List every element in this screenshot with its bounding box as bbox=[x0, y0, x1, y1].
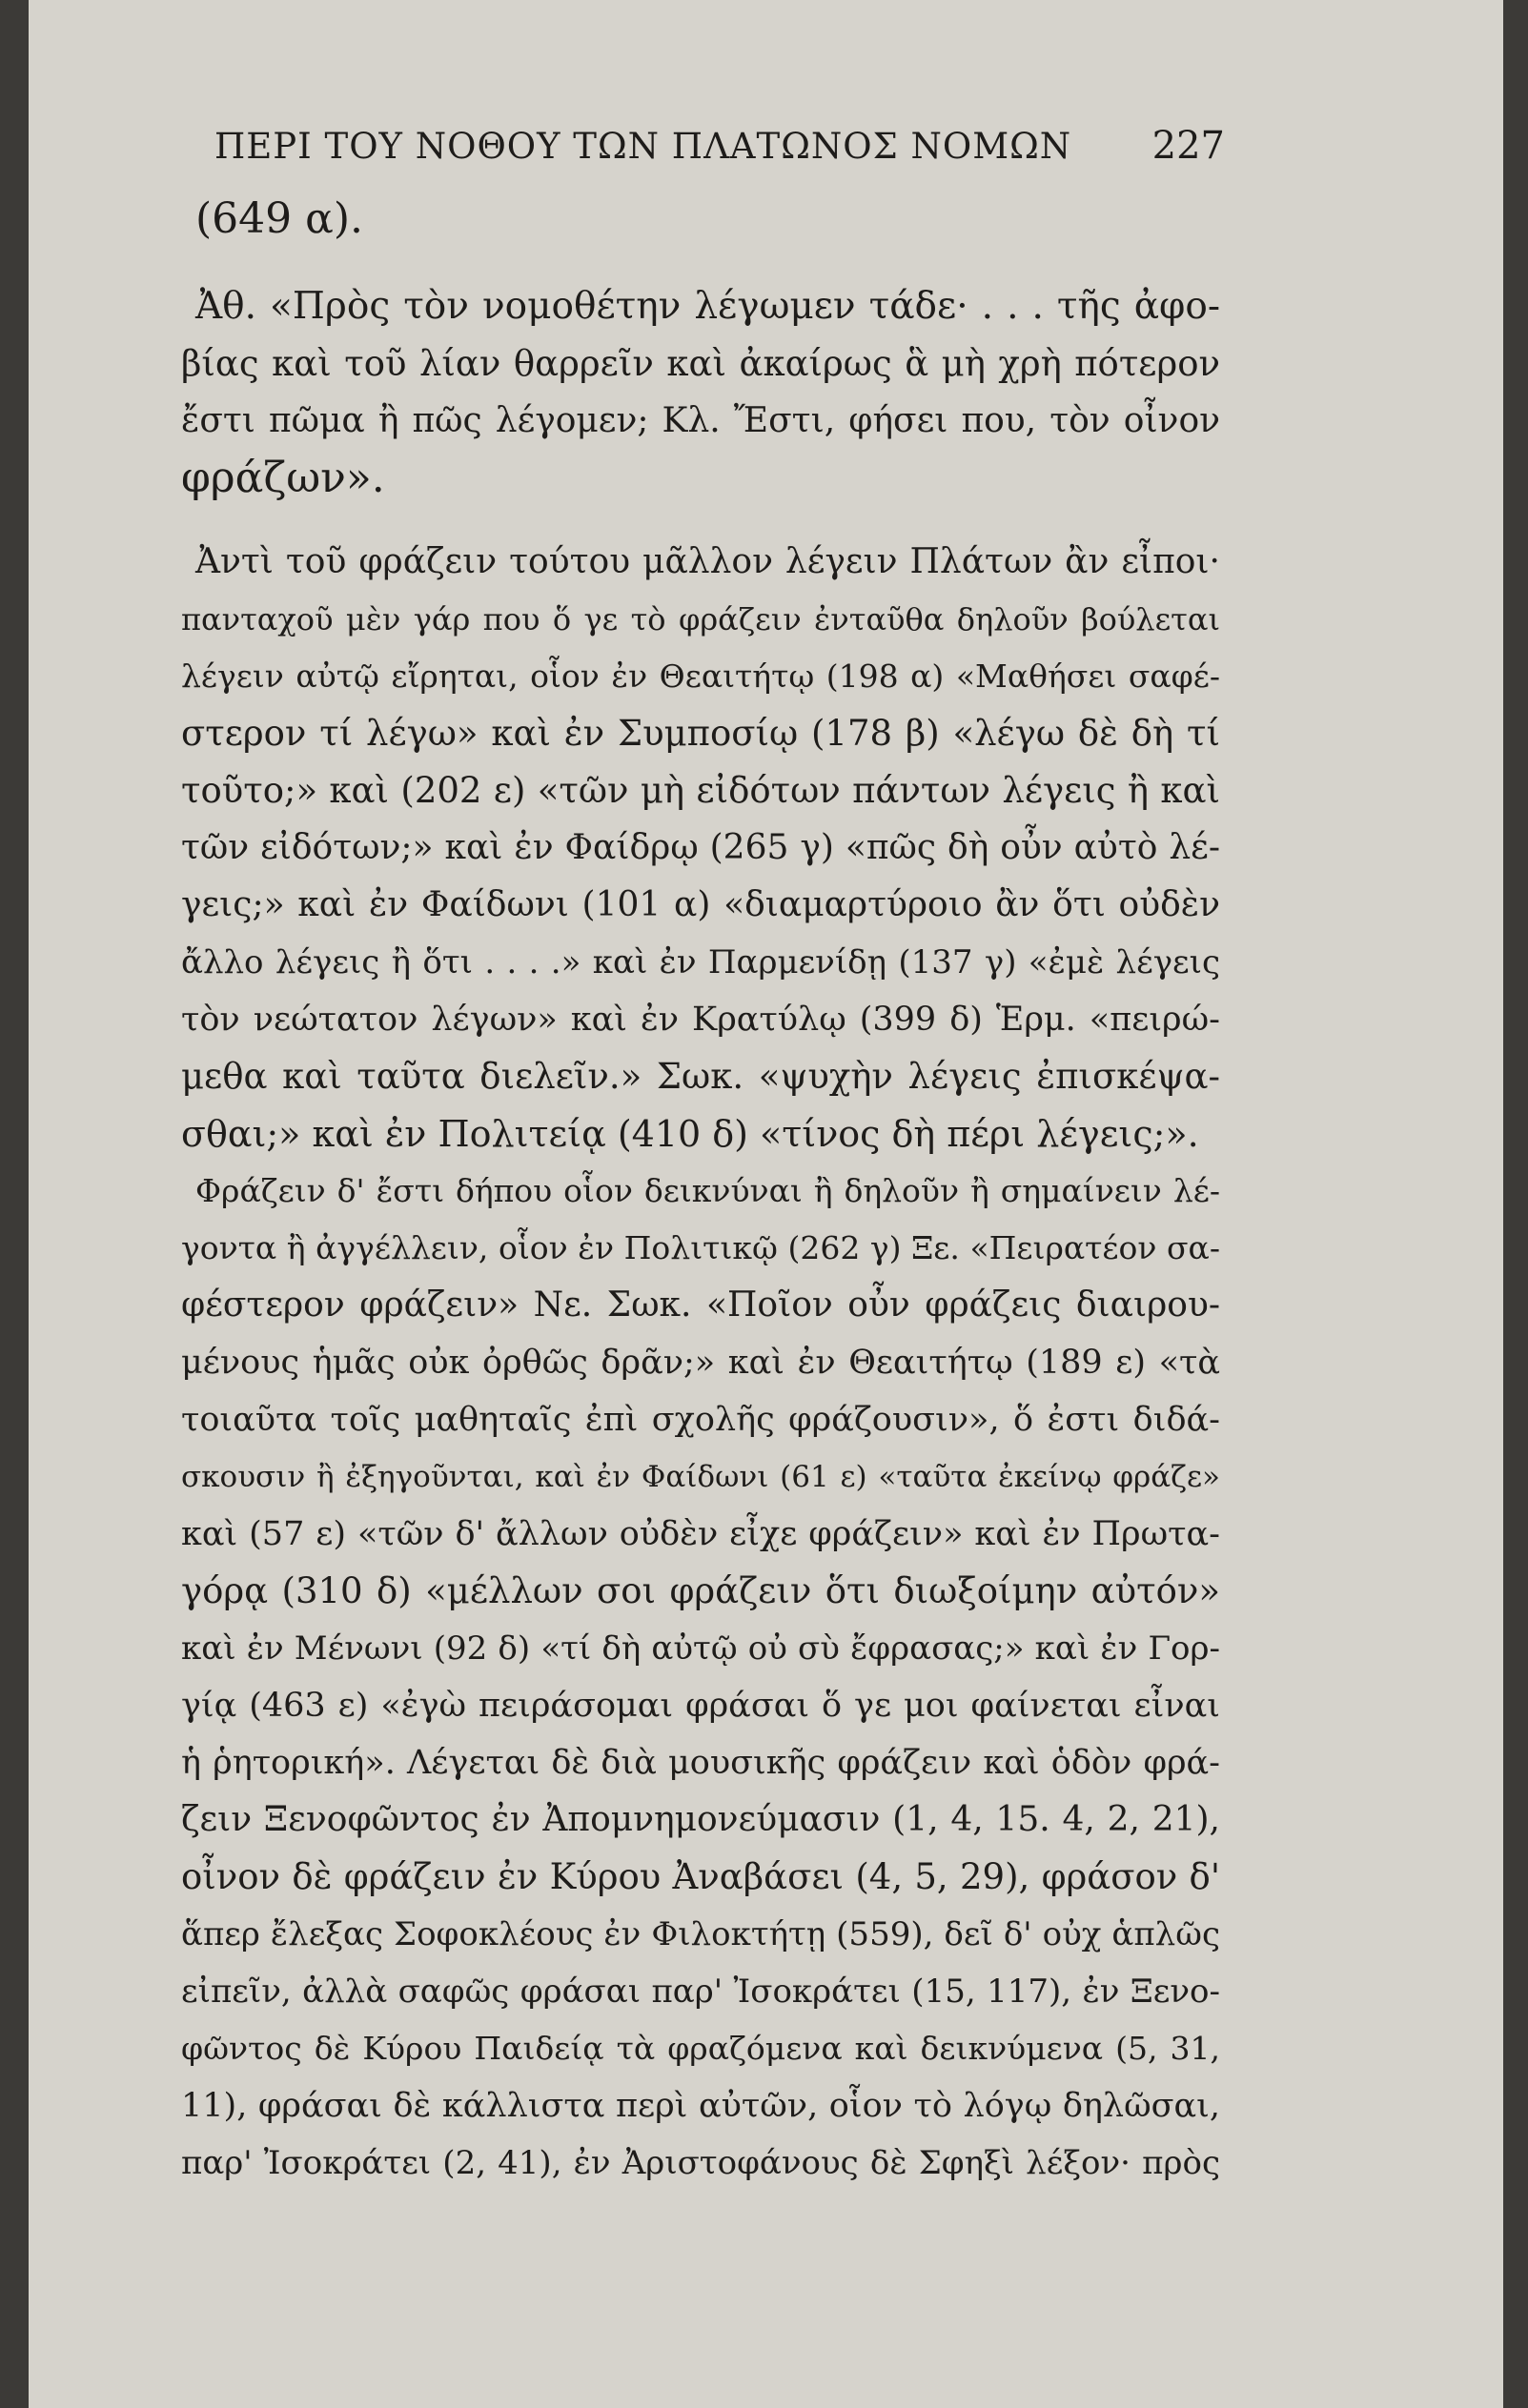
text-line: βίας καὶ τοῦ λίαν θαρρεῖν καὶ ἀκαίρως ἃ μὴ χρὴ πότερον bbox=[181, 343, 1220, 384]
text-line: Ἀντὶ τοῦ φράζειν τούτου μᾶλλον λέγειν Πλάτων ἂν εἶποι· bbox=[195, 542, 1220, 581]
page-number: 227 bbox=[1151, 124, 1225, 168]
text-line: ἅπερ ἔλεξας Σοφοκλέους ἐν Φιλοκτήτῃ (559), δεῖ δ' οὐχ ἁπλῶς bbox=[181, 1915, 1220, 1953]
text-line: μεθα καὶ ταῦτα διελεῖν.» Σωκ. «ψυχὴν λέγεις ἐπισκέψα- bbox=[181, 1056, 1220, 1097]
text-line: γοντα ἢ ἀγγέλλειν, οἷον ἐν Πολιτικῷ (262 γ) Ξε. «Πειρατέον σα- bbox=[181, 1229, 1220, 1266]
text-line: παρ' Ἰσοκράτει (2, 41), ἐν Ἀριστοφάνους δὲ Σφηξὶ λέξον· πρὸς bbox=[181, 2144, 1220, 2182]
text-line: φῶντος δὲ Κύρου Παιδείᾳ τὰ φραζόμενα καὶ δεικνύμενα (5, 31, bbox=[181, 2030, 1220, 2067]
text-line: ἄλλο λέγεις ἢ ὅτι . . . .» καὶ ἐν Παρμενίδῃ (137 γ) «ἐμὲ λέγεις bbox=[181, 943, 1220, 981]
text-line: σκουσιν ἢ ἐξηγοῦνται, καὶ ἐν Φαίδωνι (61 ε) «ταῦτα ἐκείνῳ φράζε» bbox=[181, 1460, 1220, 1494]
text-line: φράζων». bbox=[181, 454, 385, 502]
text-line: καὶ ἐν Μένωνι (92 δ) «τί δὴ αὐτῷ οὐ σὺ ἔφρασας;» καὶ ἐν Γορ- bbox=[181, 1629, 1220, 1668]
page-header bbox=[214, 124, 1225, 168]
text-line: γόρᾳ (310 δ) «μέλλων σοι φράζειν ὅτι διωξοίμην αὐτόν» bbox=[181, 1570, 1220, 1611]
text-line: τὸν νεώτατον λέγων» καὶ ἐν Κρατύλῳ (399 δ) Ἑρμ. «πειρώ- bbox=[181, 1001, 1220, 1039]
text-line: λέγειν αὐτῷ εἴρηται, οἷον ἐν Θεαιτήτῳ (198 α) «Μαθήσει σαφέ- bbox=[181, 658, 1220, 695]
text-line: ἔστι πῶμα ἢ πῶς λέγομεν; Κλ. Ἔστι, φήσει που, τὸν οἶνον bbox=[181, 401, 1220, 440]
text-line: 11), φράσαι δὲ κάλλιστα περὶ αὐτῶν, οἷον τὸ λόγῳ δηλῶσαι, bbox=[181, 2087, 1220, 2125]
running-title: ΠΕΡΙ ΤΟΥ ΝΟΘΟΥ ΤΩΝ ΠΛΑΤΩΝΟΣ ΝΟΜΩΝ bbox=[214, 126, 1072, 167]
text-line: στερον τί λέγω» καὶ ἐν Συμποσίῳ (178 β) «λέγω δὲ δὴ τί bbox=[181, 713, 1220, 754]
text-line: φέστερον φράζειν» Νε. Σωκ. «Ποῖον οὖν φράζεις διαιρου- bbox=[181, 1285, 1220, 1325]
text-line: τοῦτο;» καὶ (202 ε) «τῶν μὴ εἰδότων πάντων λέγεις ἢ καὶ bbox=[181, 770, 1220, 811]
text-line: τοιαῦτα τοῖς μαθηταῖς ἐπὶ σχολῆς φράζουσιν», ὅ ἐστι διδά- bbox=[181, 1401, 1220, 1439]
scan-border-left bbox=[0, 0, 29, 2408]
text-line: οἶνον δὲ φράζειν ἐν Κύρου Ἀναβάσει (4, 5, 29), φράσον δ' bbox=[181, 1856, 1220, 1897]
text-line: (649 α). bbox=[195, 194, 363, 243]
text-line: Φράζειν δ' ἔστι δήπου οἷον δεικνύναι ἢ δηλοῦν ἢ σημαίνειν λέ- bbox=[195, 1172, 1220, 1209]
text-line: μένους ἡμᾶς οὐκ ὀρθῶς δρᾶν;» καὶ ἐν Θεαιτήτῳ (189 ε) «τὰ bbox=[181, 1344, 1220, 1382]
text-line: τῶν εἰδότων;» καὶ ἐν Φαίδρῳ (265 γ) «πῶς δὴ οὖν αὐτὸ λέ- bbox=[181, 828, 1220, 867]
text-line: ἡ ῥητορική». Λέγεται δὲ διὰ μουσικῆς φράζειν καὶ ὁδὸν φρά- bbox=[181, 1744, 1220, 1782]
text-line: σθαι;» καὶ ἐν Πολιτείᾳ (410 δ) «τίνος δὴ πέρι λέγεις;». bbox=[181, 1113, 1199, 1155]
text-line: Ἀθ. «Πρὸς τὸν νομοθέτην λέγωμεν τάδε· . . . τῆς ἀφο- bbox=[195, 285, 1220, 328]
scan-border-right bbox=[1503, 0, 1528, 2408]
text-line: γίᾳ (463 ε) «ἐγὼ πειράσομαι φράσαι ὅ γε μοι φαίνεται εἶναι bbox=[181, 1687, 1220, 1725]
text-line: καὶ (57 ε) «τῶν δ' ἄλλων οὐδὲν εἶχε φράζειν» καὶ ἐν Πρωτα- bbox=[181, 1515, 1220, 1553]
text-line: πανταχοῦ μὲν γάρ που ὅ γε τὸ φράζειν ἐνταῦθα δηλοῦν βούλεται bbox=[181, 601, 1220, 637]
text-line: εἰπεῖν, ἀλλὰ σαφῶς φράσαι παρ' Ἰσοκράτει (15, 117), ἐν Ξενο- bbox=[181, 1973, 1220, 2011]
text-line: γεις;» καὶ ἐν Φαίδωνι (101 α) «διαμαρτύροιο ἂν ὅτι οὐδὲν bbox=[181, 885, 1220, 924]
text-line: ζειν Ξενοφῶντος ἐν Ἀπομνημονεύμασιν (1, 4, 15. 4, 2, 21), bbox=[181, 1800, 1220, 1839]
